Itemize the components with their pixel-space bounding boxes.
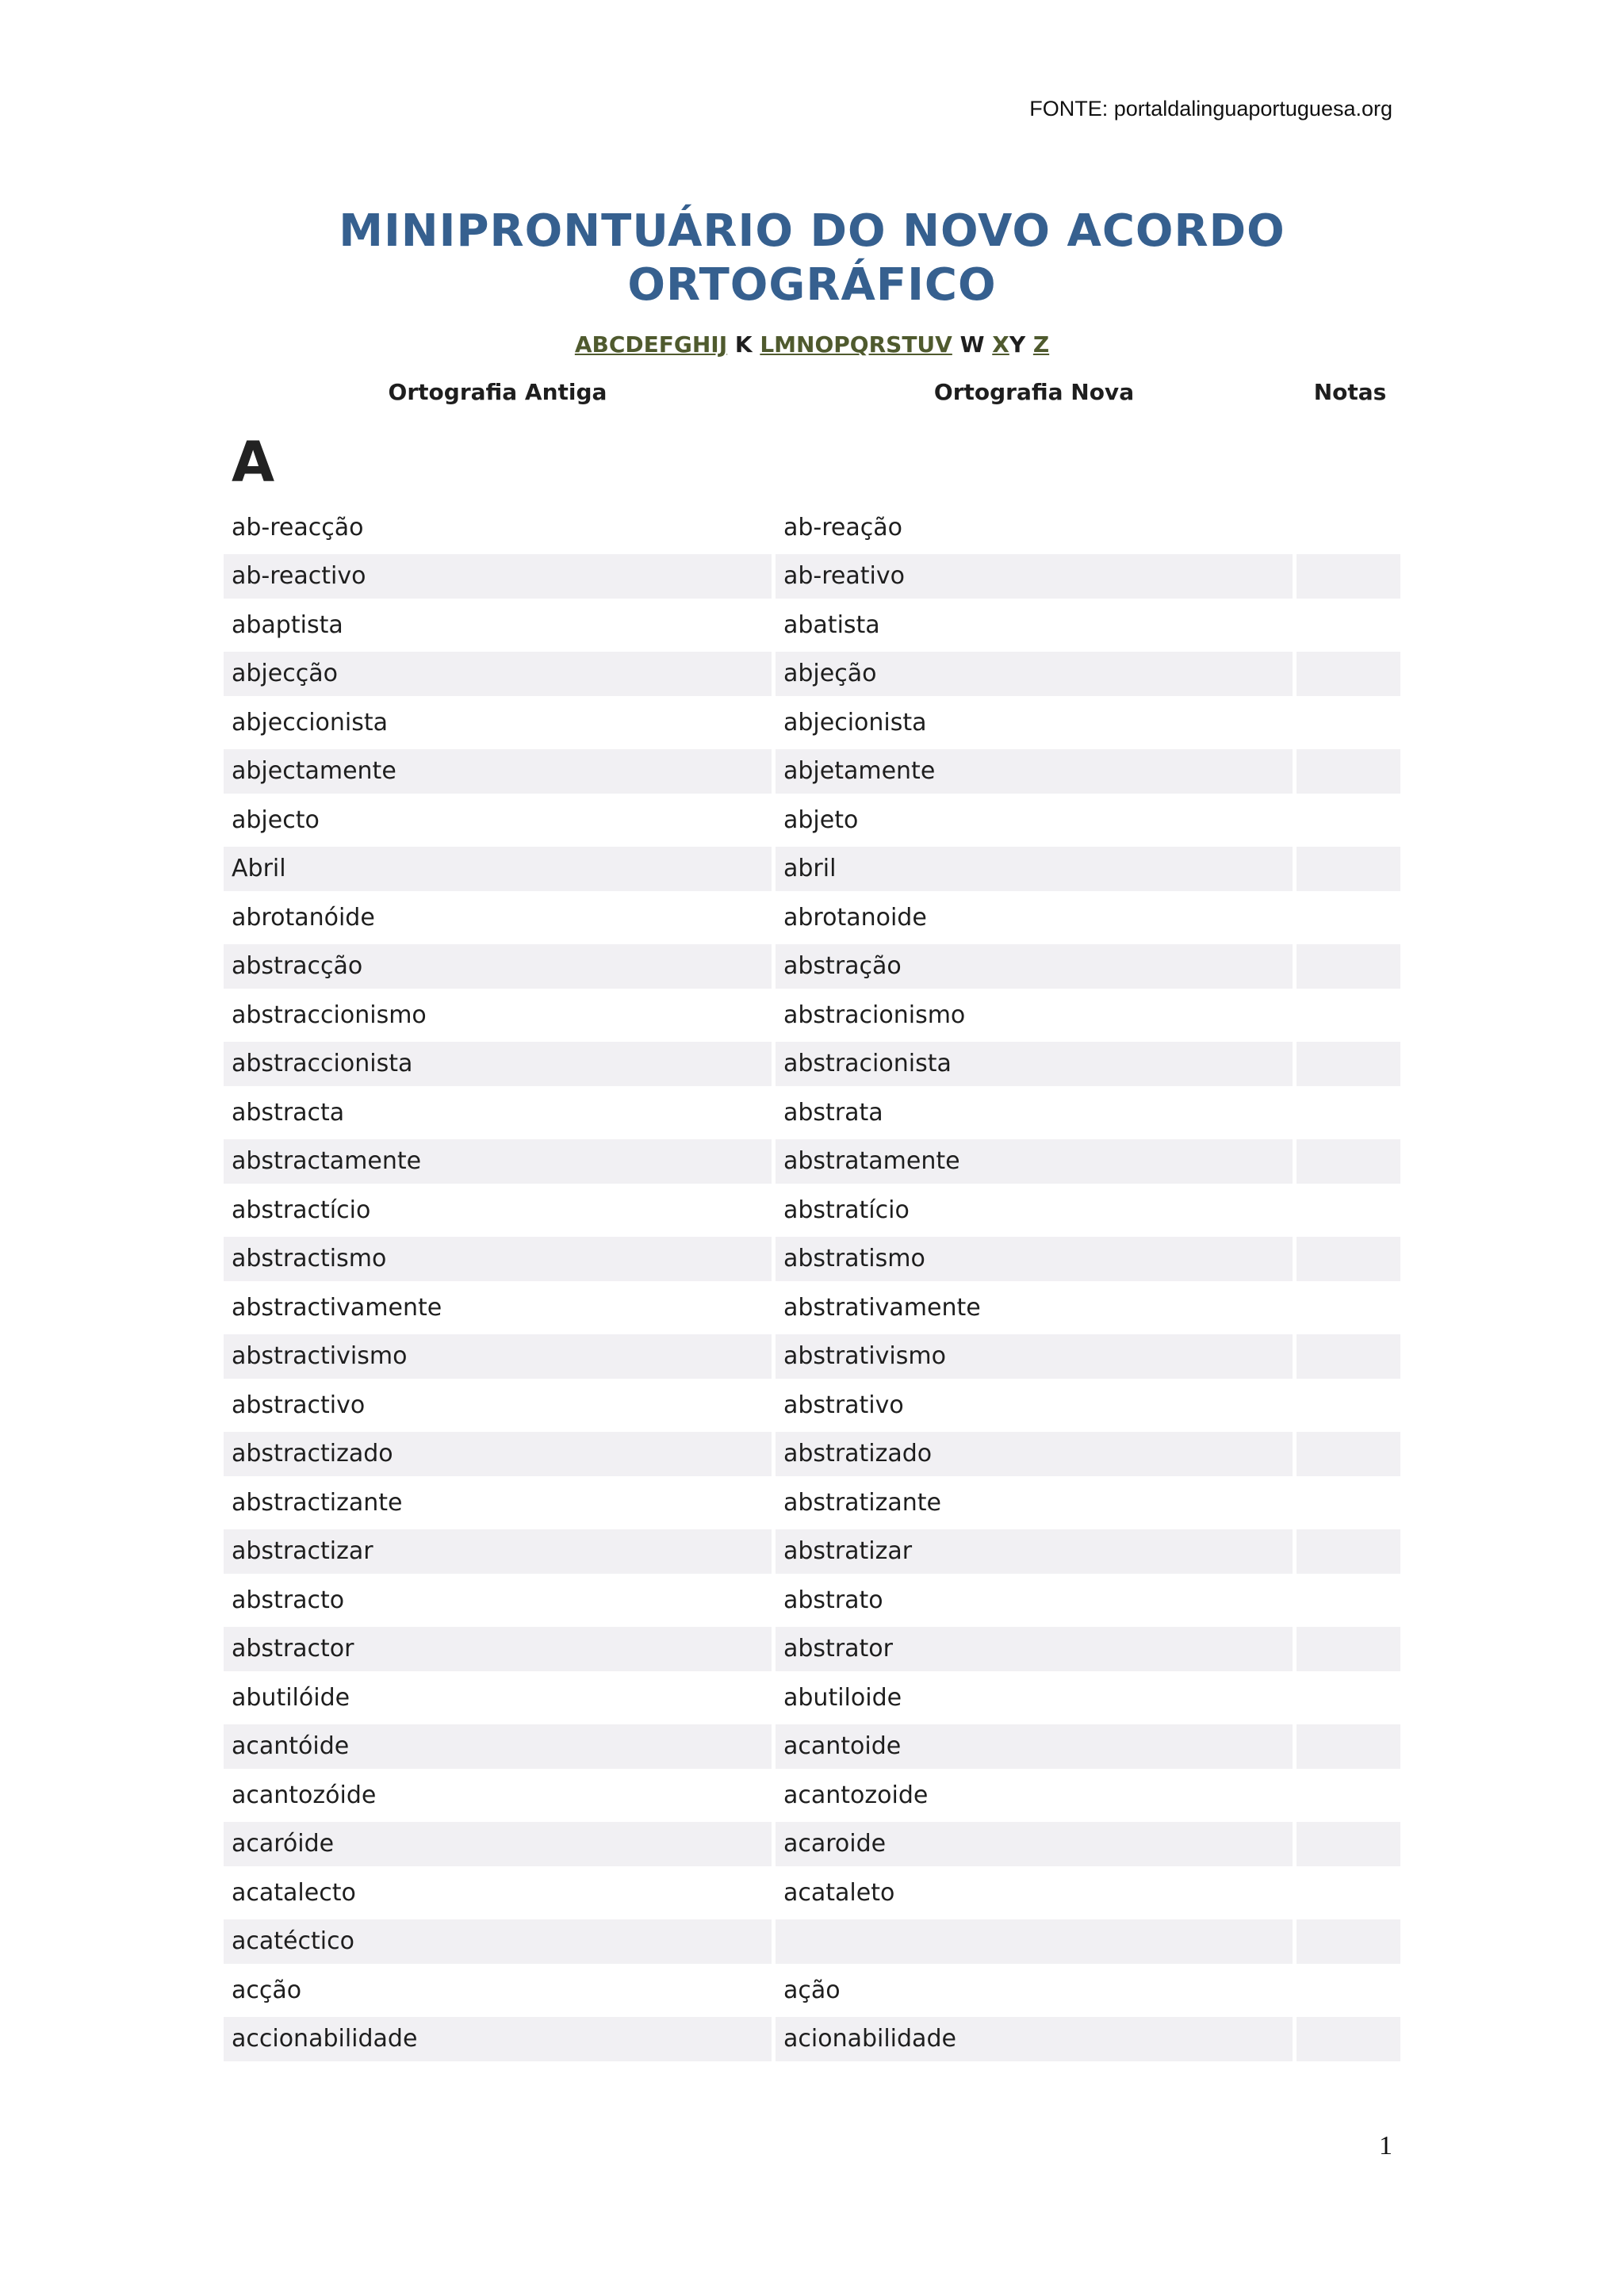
source-credit: FONTE: portaldalinguaportuguesa.org <box>1029 97 1392 121</box>
alphabet-link[interactable]: ABCDEFGHIJ <box>574 331 728 358</box>
old-spelling-cell: accionabilidade <box>224 2017 772 2061</box>
title-line-1: MINIPRONTUÁRIO DO NOVO ACORDO <box>339 205 1285 257</box>
old-spelling-cell: abstractivismo <box>224 1334 772 1379</box>
table-row <box>224 1820 1402 1869</box>
new-spelling-cell: acantozoide <box>783 1781 929 1809</box>
new-spelling-cell: abril <box>776 847 1293 891</box>
new-spelling-cell: ação <box>783 1976 841 2004</box>
new-spelling-cell: abstrativismo <box>776 1334 1293 1379</box>
old-spelling-cell: abstracção <box>224 944 772 989</box>
document-title <box>0 205 1624 312</box>
table-row <box>224 601 1402 650</box>
old-spelling-cell: abstractismo <box>224 1237 772 1281</box>
notes-cell <box>1297 896 1400 940</box>
new-spelling-cell: abjeto <box>783 806 859 834</box>
alphabet-link[interactable]: LMNOPQRSTUV <box>760 331 952 358</box>
old-spelling-cell: abjecto <box>232 806 320 834</box>
new-spelling-cell: abstratizar <box>776 1529 1293 1574</box>
old-spelling-cell: abstraccionista <box>224 1042 772 1086</box>
old-spelling-cell: acatalecto <box>232 1878 356 1907</box>
table-row <box>224 1284 1402 1333</box>
new-spelling-cell: abstrato <box>783 1586 883 1614</box>
old-spelling-cell: ab-reactivo <box>224 554 772 599</box>
table-row <box>224 503 1402 553</box>
notes-cell <box>1297 847 1400 891</box>
new-spelling-cell: abstratamente <box>776 1139 1293 1184</box>
notes-cell <box>1297 701 1400 745</box>
new-spelling-cell: acataleto <box>783 1878 895 1907</box>
old-spelling-cell: abstractizado <box>224 1432 772 1476</box>
table-row <box>224 894 1402 943</box>
old-spelling-cell: abstractor <box>224 1627 772 1671</box>
old-spelling-cell: acantozóide <box>232 1781 377 1809</box>
new-spelling-cell: abrotanoide <box>783 903 927 932</box>
new-spelling-cell: ab-reativo <box>776 554 1293 599</box>
notes-cell <box>1297 1042 1400 1086</box>
notes-cell <box>1297 1871 1400 1915</box>
notes-cell <box>1297 1969 1400 2013</box>
new-spelling-cell: abatista <box>783 610 880 639</box>
table-row <box>224 1333 1402 1382</box>
notes-cell <box>1297 1529 1400 1574</box>
table-row <box>224 1918 1402 1967</box>
table-row <box>224 1138 1402 1187</box>
alphabet-navigation <box>0 331 1624 358</box>
table-row <box>224 1040 1402 1089</box>
new-spelling-cell: ab-reação <box>783 513 902 541</box>
new-spelling-cell: acionabilidade <box>776 2017 1293 2061</box>
notes-cell <box>1297 1188 1400 1233</box>
old-spelling-cell: abstracta <box>232 1098 345 1127</box>
table-row <box>224 1869 1402 1918</box>
old-spelling-cell: abutilóide <box>232 1683 350 1712</box>
old-spelling-cell: abstractizar <box>224 1529 772 1574</box>
old-spelling-cell: abstractivo <box>232 1391 366 1419</box>
notes-cell <box>1297 1578 1400 1623</box>
new-spelling-cell: abstrata <box>783 1098 883 1127</box>
new-spelling-cell: abjeção <box>776 652 1293 696</box>
table-row <box>224 796 1402 845</box>
old-spelling-cell: acaróide <box>224 1822 772 1866</box>
notes-cell <box>1297 652 1400 696</box>
old-spelling-cell: acantóide <box>224 1724 772 1769</box>
old-spelling-cell: abjeccionista <box>232 708 389 737</box>
notes-cell <box>1297 1091 1400 1135</box>
new-spelling-cell: abjetamente <box>776 749 1293 794</box>
title-line-2: ORTOGRÁFICO <box>627 259 997 311</box>
old-spelling-cell: abstractamente <box>224 1139 772 1184</box>
table-row <box>224 1235 1402 1284</box>
table-row <box>224 2015 1402 2064</box>
new-spelling-cell: acantoide <box>776 1724 1293 1769</box>
table-row <box>224 1966 1402 2015</box>
notes-cell <box>1297 749 1400 794</box>
notes-cell <box>1297 1286 1400 1330</box>
table-row <box>224 1528 1402 1577</box>
notes-cell <box>1297 1774 1400 1818</box>
table-row <box>224 1430 1402 1479</box>
notes-cell <box>1297 1334 1400 1379</box>
notes-cell <box>1297 1676 1400 1720</box>
notes-cell <box>1297 1383 1400 1428</box>
page-number: 1 <box>1379 2131 1392 2160</box>
notes-cell <box>1297 1822 1400 1866</box>
new-spelling-cell: acaroide <box>776 1822 1293 1866</box>
old-spelling-cell: abaptista <box>232 610 343 639</box>
notes-cell <box>1297 1237 1400 1281</box>
alphabet-letter: W <box>952 331 993 358</box>
new-spelling-cell: abstração <box>776 944 1293 989</box>
new-spelling-cell: abstratizante <box>783 1488 941 1517</box>
new-spelling-cell: abstratismo <box>776 1237 1293 1281</box>
notes-cell <box>1297 1481 1400 1525</box>
table-row <box>224 1723 1402 1772</box>
old-spelling-cell: abjectamente <box>224 749 772 794</box>
notes-cell <box>1297 506 1400 550</box>
old-spelling-cell: abjecção <box>224 652 772 696</box>
notes-cell <box>1297 2017 1400 2061</box>
new-spelling-cell: abstrator <box>776 1627 1293 1671</box>
notes-cell <box>1297 1627 1400 1671</box>
new-spelling-cell: abstrativo <box>783 1391 904 1419</box>
table-row <box>224 1625 1402 1674</box>
table-row <box>224 698 1402 748</box>
table-row <box>224 991 1402 1040</box>
notes-cell <box>1297 944 1400 989</box>
table-row <box>224 1186 1402 1235</box>
alphabet-link[interactable]: Z <box>1032 331 1050 358</box>
section-letter: A <box>232 430 275 495</box>
new-spelling-cell: abstratizado <box>776 1432 1293 1476</box>
new-spelling-cell: abstratício <box>783 1196 910 1224</box>
table-row <box>224 1674 1402 1723</box>
notes-cell <box>1297 1919 1400 1964</box>
old-spelling-cell: acção <box>232 1976 302 2004</box>
new-spelling-cell: abutiloide <box>783 1683 902 1712</box>
new-spelling-cell: abstracionista <box>776 1042 1293 1086</box>
alphabet-letter: Y <box>1009 331 1033 358</box>
table-row <box>224 748 1402 797</box>
table-row <box>224 650 1402 699</box>
table-row <box>224 845 1402 894</box>
old-spelling-cell: abrotanóide <box>232 903 375 932</box>
new-spelling-cell: abstrativamente <box>783 1293 981 1322</box>
old-spelling-cell: abstracto <box>232 1586 345 1614</box>
old-spelling-cell: abstractizante <box>232 1488 403 1517</box>
notes-cell <box>1297 554 1400 599</box>
notes-cell <box>1297 798 1400 843</box>
alphabet-letter: K <box>727 331 760 358</box>
old-spelling-cell: abstractício <box>232 1196 371 1224</box>
notes-cell <box>1297 603 1400 648</box>
new-spelling-cell <box>776 1919 1293 1964</box>
table-row <box>224 943 1402 992</box>
column-header-old-spelling: Ortografia Antiga <box>388 379 607 405</box>
notes-cell <box>1297 1139 1400 1184</box>
notes-cell <box>1297 993 1400 1038</box>
table-row <box>224 1089 1402 1138</box>
old-spelling-cell: abstractivamente <box>232 1293 442 1322</box>
new-spelling-cell: abjecionista <box>783 708 927 737</box>
table-row <box>224 553 1402 602</box>
old-spelling-cell: ab-reacção <box>232 513 364 541</box>
alphabet-link[interactable]: X <box>992 331 1009 358</box>
table-row <box>224 1381 1402 1430</box>
notes-cell <box>1297 1432 1400 1476</box>
notes-cell <box>1297 1724 1400 1769</box>
new-spelling-cell: abstracionismo <box>783 1001 966 1029</box>
table-row <box>224 1771 1402 1820</box>
spelling-table <box>224 503 1402 2064</box>
old-spelling-cell: acatéctico <box>224 1919 772 1964</box>
column-header-new-spelling: Ortografia Nova <box>933 379 1135 405</box>
table-row <box>224 1479 1402 1528</box>
old-spelling-cell: Abril <box>224 847 772 891</box>
table-row <box>224 1576 1402 1625</box>
column-header-notes: Notas <box>1313 379 1387 405</box>
old-spelling-cell: abstraccionismo <box>232 1001 427 1029</box>
